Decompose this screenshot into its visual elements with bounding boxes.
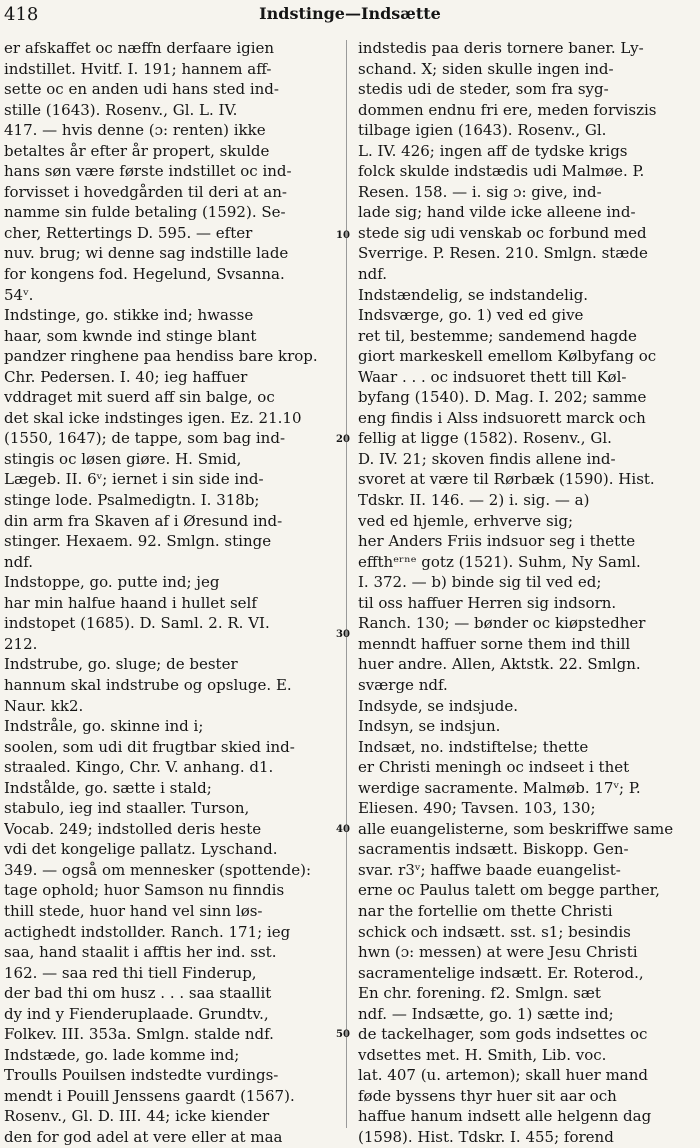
line-number: 30 [336, 629, 350, 640]
text-line: sacramentelige indsætt. Er. Roterod., [358, 963, 644, 982]
text-line: Indsæt, no. indstiftelse; thette [358, 737, 589, 756]
text-line: Sverrige. P. Resen. 210. Smlgn. stæde [358, 244, 648, 263]
text-line: Indstæde, go. lade komme ind; [4, 1045, 240, 1064]
column-divider [346, 40, 347, 1128]
text-line: I. 372. — b) binde sig til ved ed; [358, 573, 602, 592]
text-line: actighedt indstollder. Ranch. 171; ieg [4, 922, 291, 941]
text-line: for kongens fod. Hegelund, Svsanna. [4, 265, 285, 284]
text-line: schick och indsætt. sst. s1; besindis [358, 922, 631, 941]
text-line: til oss haffuer Herren sig indsorn. [358, 593, 617, 612]
text-line: ved ed hjemle, erhverve sig; [358, 511, 574, 530]
text-line: thill stede, huor hand vel sinn løs- [4, 901, 263, 920]
text-line: stinge lode. Psalmedigtn. I. 318b; [4, 491, 260, 510]
text-line: Eliesen. 490; Tavsen. 103, 130; [358, 799, 596, 818]
text-line: 162. — saa red thi tiell Finderup, [4, 963, 257, 982]
text-line: Indstændelig, se indstandelig. [358, 285, 589, 304]
text-line: svoret at være til Rørbæk (1590). Hist. [358, 470, 655, 489]
text-line: svar. r3ᵛ; haffwe baade euangelist- [358, 860, 621, 879]
text-line: dommen endnu fri ere, meden forviszis [358, 100, 657, 119]
text-line: (1598). Hist. Tdskr. I. 455; forend [358, 1127, 614, 1146]
text-line: Indstrube, go. sluge; de bester [4, 655, 238, 674]
text-line: den for god adel at vere eller at maa [4, 1127, 283, 1146]
text-line: stinger. Hexaem. 92. Smlgn. stinge [4, 532, 272, 551]
text-line: ndf. [358, 265, 388, 284]
text-line: stede sig udi venskab oc forbund med [358, 223, 647, 242]
text-line: nuv. brug; wi denne sag indstille lade [4, 244, 289, 263]
text-line: Naur. kk2. [4, 696, 84, 715]
text-line: folck skulde indstædis udi Malmøe. P. [358, 162, 645, 181]
text-line: haar, som kwnde ind stinge blant [4, 326, 257, 345]
text-line: ndf. [4, 552, 34, 571]
text-line: ret til, bestemme; sandemend hagde [358, 326, 637, 345]
text-line: føde byssens thyr huer sit aar och [358, 1086, 617, 1105]
text-line: hans søn være første indstillet oc ind- [4, 162, 292, 181]
right-column [358, 38, 696, 1148]
text-line: effthᵉʳⁿᵉ gotz (1521). Suhm, Ny Saml. [358, 552, 641, 571]
text-line: cher, Rettertings D. 595. — efter [4, 223, 253, 242]
text-line: schand. X; siden skulle ingen ind- [358, 59, 614, 78]
text-line: menndt haffuer sorne them ind thill [358, 634, 631, 653]
line-number: 40 [336, 824, 350, 835]
text-line: byfang (1540). D. Mag. I. 202; samme [358, 388, 647, 407]
text-line: Indstålde, go. sætte i stald; [4, 778, 212, 797]
text-line: stabulo, ieg ind staaller. Turson, [4, 799, 250, 818]
text-line: saa, hand staalit i afftis her ind. sst. [4, 943, 277, 962]
text-line: vddraget mit suerd aff sin balge, oc [4, 388, 275, 407]
page-number: 418 [4, 4, 39, 25]
text-line: Lægeb. II. 6ᵛ; iernet i sin side ind- [4, 470, 264, 489]
text-line: tage ophold; huor Samson nu finndis [4, 881, 285, 900]
text-line: 212. [4, 634, 38, 653]
text-line: ndf. — Indsætte, go. 1) sætte ind; [358, 1004, 614, 1023]
text-line: erne oc Paulus talett om begge parther, [358, 881, 660, 900]
text-line: indstopet (1685). D. Saml. 2. R. VI. [4, 614, 270, 633]
text-line: lat. 407 (u. artemon); skall huer mand [358, 1066, 649, 1085]
text-line: Indsyde, se indsjude. [358, 696, 519, 715]
text-line: betaltes år efter år propert, skulde [4, 141, 270, 160]
text-line: mendt i Pouill Jenssens gaardt (1567). [4, 1086, 295, 1105]
text-line: nar the fortellie om thette Christi [358, 901, 613, 920]
text-line: D. IV. 21; skoven findis allene ind- [358, 449, 616, 468]
text-line: Indsyn, se indsjun. [358, 717, 501, 736]
text-line: Indstoppe, go. putte ind; jeg [4, 573, 220, 592]
text-line: giort markeskell emellom Kølbyfang oc [358, 347, 657, 366]
text-line: hwn (ɔ: messen) at were Jesu Christi [358, 943, 638, 962]
text-line: L. IV. 426; ingen aff de tydske krigs [358, 141, 628, 160]
line-number: 10 [336, 230, 350, 241]
text-line: stedis udi de steder, som fra syg- [358, 80, 609, 99]
text-line: dy ind y Fienderuplaade. Grundtv., [4, 1004, 269, 1023]
text-line: Resen. 158. — i. sig ɔ: give, ind- [358, 182, 602, 201]
text-line: 54ᵛ. [4, 285, 34, 304]
text-line: forvisset i hovedgården til deri at an- [4, 182, 287, 201]
text-line: Troulls Pouilsen indstedte vurdings- [4, 1066, 279, 1085]
text-line: fellig at ligge (1582). Rosenv., Gl. [358, 429, 612, 448]
text-line: din arm fra Skaven af i Øresund ind- [4, 511, 283, 530]
text-line: Indstinge, go. stikke ind; hwasse [4, 306, 254, 325]
text-line: Vocab. 249; indstolled deris heste [4, 819, 262, 838]
text-line: werdige sacramente. Malmøb. 17ᵛ; P. [358, 778, 641, 797]
text-line: Tdskr. II. 146. — 2) i. sig. — a) [358, 491, 590, 510]
text-line: namme sin fulde betaling (1592). Se- [4, 203, 286, 222]
text-line: er Christi meningh oc indseet i thet [358, 758, 630, 777]
text-line: har min halfue haand i hullet self [4, 593, 257, 612]
text-line: tilbage igien (1643). Rosenv., Gl. [358, 121, 607, 140]
text-line: soolen, som udi dit frugtbar skied ind- [4, 737, 295, 756]
page-header [0, 0, 700, 30]
text-line: Indsværge, go. 1) ved ed give [358, 306, 584, 325]
text-line: Chr. Pedersen. I. 40; ieg haffuer [4, 367, 248, 386]
line-number: 20 [336, 434, 350, 445]
text-line: Waar . . . oc indsuoret thett till Køl- [358, 367, 627, 386]
text-line: der bad thi om husz . . . saa staallit [4, 984, 272, 1003]
text-line: hannum skal indstrube og opsluge. E. [4, 675, 292, 694]
text-line: sværge ndf. [358, 675, 448, 694]
text-line: huer andre. Allen, Aktstk. 22. Smlgn. [358, 655, 641, 674]
text-line: sacramentis indsætt. Biskopp. Gen- [358, 840, 629, 859]
line-number: 50 [336, 1029, 350, 1040]
text-line: det skal icke indstinges igen. Ez. 21.10 [4, 408, 302, 427]
text-line: indstedis paa deris tornere baner. Ly- [358, 39, 644, 57]
text-line: stingis oc løsen giøre. H. Smid, [4, 449, 242, 468]
running-head: Indstinge—Indsætte [259, 4, 441, 23]
text-line: Rosenv., Gl. D. III. 44; icke kiender [4, 1107, 270, 1126]
text-line: Folkev. III. 353a. Smlgn. stalde ndf. [4, 1025, 274, 1044]
text-line: Ranch. 130; — bønder oc kiøpstedher [358, 614, 646, 633]
text-line: 417. — hvis denne (ɔ: renten) ikke [4, 121, 266, 140]
text-line: vdi det kongelige pallatz. Lyschand. [4, 840, 278, 859]
text-line: (1550, 1647); de tappe, som bag ind- [4, 429, 286, 448]
text-line: stille (1643). Rosenv., Gl. L. IV. [4, 100, 238, 119]
text-line: er afskaffet oc næffn derfaare igien [4, 39, 275, 57]
text-line: haffue hanum indsett alle helgenn dag [358, 1107, 652, 1126]
text-line: alle euangelisterne, som beskriffwe same [358, 819, 674, 838]
text-line: straaled. Kingo, Chr. V. anhang. d1. [4, 758, 274, 777]
text-line: vdsettes met. H. Smith, Lib. voc. [358, 1045, 607, 1064]
text-line: her Anders Friis indsuor seg i thette [358, 532, 636, 551]
text-line: lade sig; hand vilde icke alleene ind- [358, 203, 636, 222]
text-line: sette oc en anden udi hans sted ind- [4, 80, 279, 99]
text-line: Indstråle, go. skinne ind i; [4, 717, 204, 736]
text-line: pandzer ringhene paa hendiss bare krop. [4, 347, 318, 366]
text-line: En chr. forening. f2. Smlgn. sæt [358, 984, 601, 1003]
text-line: indstillet. Hvitf. I. 191; hannem aff- [4, 59, 272, 78]
text-line: 349. — også om mennesker (spottende): [4, 860, 312, 879]
text-line: de tackelhager, som gods indsettes oc [358, 1025, 648, 1044]
left-column [4, 38, 334, 1148]
text-line: eng findis i Alss indsuorett marck och [358, 408, 646, 427]
